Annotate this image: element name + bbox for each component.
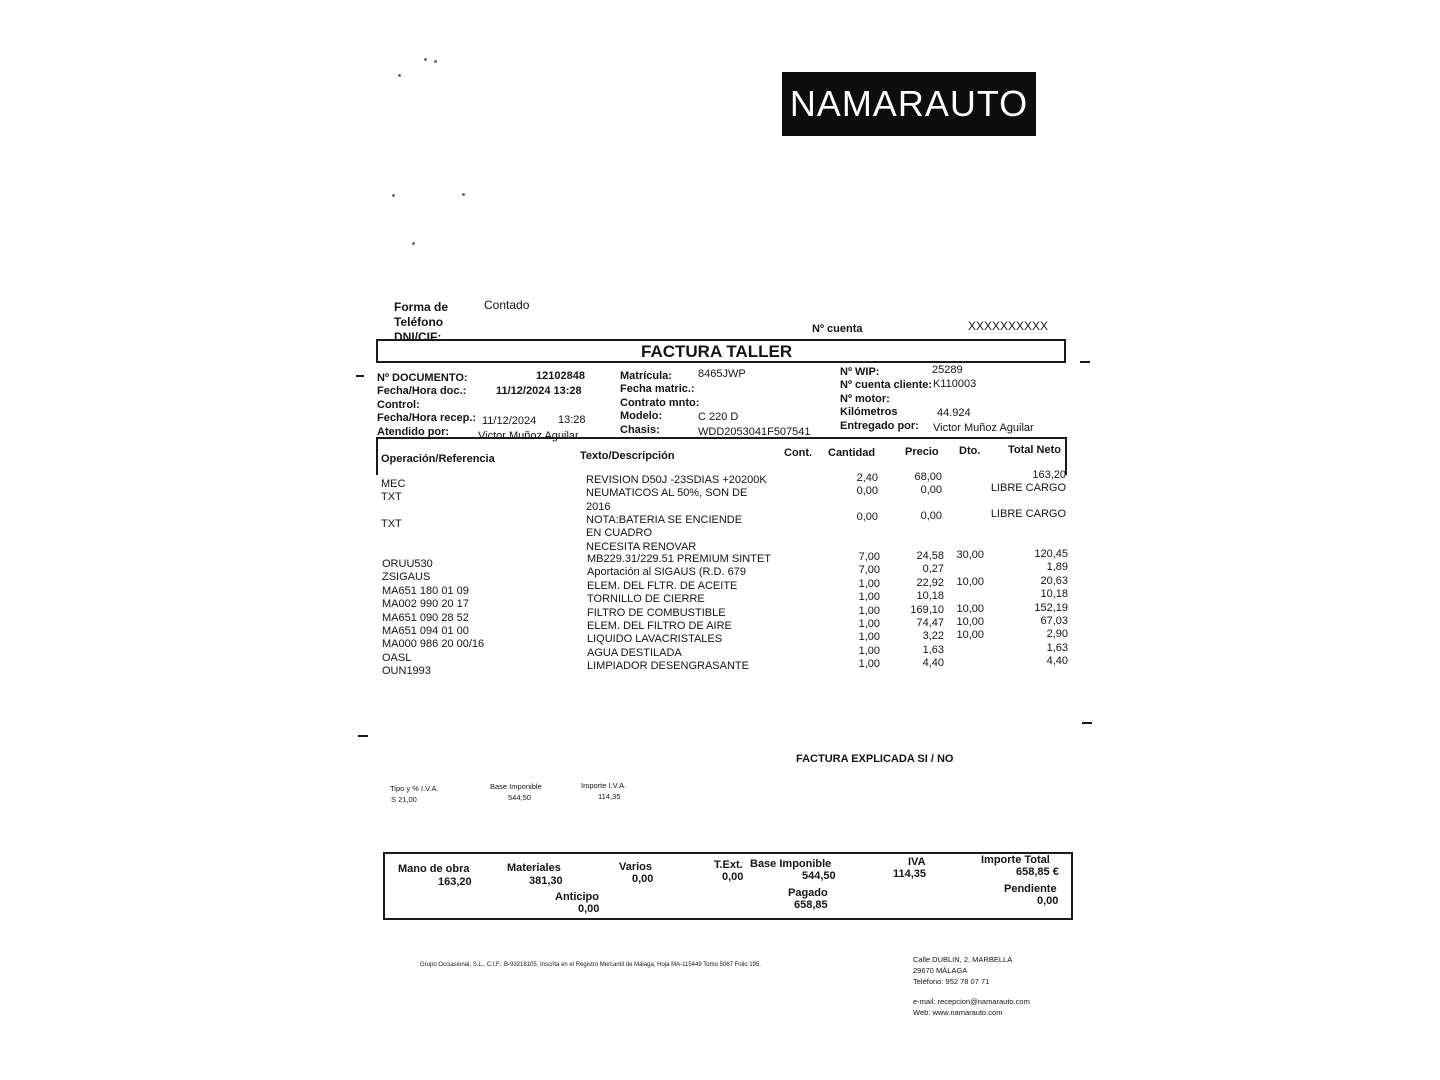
address-line-1: Calle DUBLIN, 2, MARBELLA [913,955,1013,964]
dni-label: DNI/CIF: [394,330,442,344]
price-cell: 10,18 [916,590,944,603]
doc-mid-labels [620,370,699,437]
price-cell: 3,22 [922,630,944,643]
price-cell: 68,00 [914,471,942,483]
namarauto-logo [782,72,1036,136]
total-amount-label: Importe Total [981,854,1050,866]
plate-label: Matrícula: [620,370,672,382]
net-cell: 1,63 [1046,641,1068,654]
vat-type-value: S 21,00 [391,795,417,804]
scan-mark [1080,361,1090,363]
advance-value: 0,00 [578,903,600,915]
net-cell: LIBRE CARGO [990,482,1066,495]
price-cell: 0,00 [920,510,942,522]
quantity-cell: 1,00 [858,591,880,604]
paid-label: Pagado [788,887,828,899]
net-cell: 10,18 [1040,588,1068,601]
price-cell: 22,92 [916,576,944,589]
scan-speck [412,242,415,245]
text-cell: NOTA:BATERIA SE ENCIENDE [586,514,743,526]
price-cell: 169,10 [910,603,944,616]
vat-base-label: Base Imponible [490,782,542,791]
block1-ops [381,478,405,505]
block1-nets [976,469,1066,496]
block1-prices [894,471,942,498]
address-line-2: 29670 MÁLAGA [913,966,968,975]
vat-value: 114,35 [893,868,927,880]
taxable-base-label: Base Imponible [750,858,832,870]
net-cell: 20,63 [1040,574,1068,587]
quantity-cell: 0,00 [856,511,878,523]
scan-speck [392,194,395,197]
discount-cell: 10,00 [956,616,984,629]
scan-speck [424,58,427,61]
col-header-quantity: Cantidad [828,447,876,459]
doc-right-labels [840,366,932,433]
price-cell: 24,58 [916,550,944,562]
net-cell: 152,19 [1034,601,1068,614]
text-cell: ELEM. DEL FILTRO DE AIRE [587,620,732,633]
quantity-cell: 0,00 [856,485,878,498]
labour-label: Mano de obra [398,863,470,875]
doc-number-value: 12102848 [536,370,585,382]
attended-by-value: Victor Muñoz Aguilar [478,430,579,442]
maintenance-contract-label: Contrato mnto: [620,396,700,409]
text-cell: 2016 [586,500,611,513]
quantity-cell: 1,00 [858,644,880,657]
op-cell: OUN1993 [382,665,431,678]
vat-amount-label: Importe I.V.A. [581,781,627,790]
reception-time-value: 13:28 [558,414,586,426]
labour-value: 163,20 [438,876,472,888]
vat-label: IVA [908,856,926,868]
net-cell: 163,20 [1032,469,1066,481]
net-cell: 120,45 [1034,548,1068,560]
scan-speck [434,60,437,63]
chassis-value: WDD2053041F507541 [698,426,811,438]
scan-speck [398,74,401,77]
col-header-price: Precio [905,446,939,458]
client-account-value: K110003 [933,378,977,390]
block3-quantities [832,551,880,672]
discount-cell: 10,00 [956,602,984,615]
doc-left-labels [377,372,476,439]
scan-mark [356,375,364,377]
payment-method-value: Contado [484,298,530,312]
col-header-discount: Dto. [959,445,981,457]
web-line: Web: www.namarauto.com [913,1008,1003,1017]
wip-label: Nº WIP: [840,366,880,378]
net-cell: 1,89 [1046,561,1068,574]
logo-text: NAMARAUTO [789,83,1029,124]
text-cell: FILTRO DE COMBUSTIBLE [587,606,726,619]
phone-line: Teléfono: 952 78 07 71 [913,977,990,986]
doc-number-label: Nº DOCUMENTO: [377,372,468,384]
text-cell: MB229.31/229.51 PREMIUM SINTET [587,553,772,565]
external-text-label: T.Ext. [714,859,743,871]
price-cell: 1,63 [922,643,944,656]
price-cell: 0,27 [922,563,944,576]
text-cell: AGUA DESTILADA [587,646,682,659]
kilometres-label: Kilómetros [840,406,898,419]
op-cell: ORUU530 [382,558,433,570]
op-cell: MA000 986 20 00/16 [382,638,485,651]
discount-cell [944,562,984,575]
quantity-cell: 7,00 [858,564,880,577]
quantity-cell: 1,00 [858,618,880,631]
text-cell: ELEM. DEL FLTR. DE ACEITE [587,579,738,592]
discount-cell: 30,00 [956,549,984,561]
materials-label: Materiales [507,862,561,874]
vat-amount-value: 114,35 [598,792,621,801]
quantity-cell: 1,00 [858,604,880,617]
client-account-label: Nº cuenta cliente: [840,379,933,392]
payment-method-label: Forma de [394,300,449,314]
op-cell: TXT [381,491,402,504]
block3-discounts [944,549,984,643]
net-cell: 2,90 [1046,628,1068,641]
block2-texts [586,514,742,554]
net-cell: LIBRE CARGO [990,508,1066,520]
attended-by-label: Atendido por: [377,425,450,438]
account-label: Nº cuenta [812,323,863,335]
block1-quantities [830,472,878,499]
price-cell: 74,47 [916,617,944,630]
email-line: e-mail: recepcion@namarauto.com [913,997,1030,1006]
block3-ops [382,558,484,679]
wip-value: 25289 [932,364,963,376]
op-cell: MA651 094 01 00 [382,625,469,638]
model-value: C 220 D [698,411,739,423]
scan-mark [1082,722,1092,724]
registration-date-label: Fecha matric.: [620,383,695,396]
pending-value: 0,00 [1037,895,1059,907]
delivered-by-value: Victor Muñoz Aguilar [933,422,1034,434]
discount-cell: 10,00 [956,629,984,642]
net-cell: 4,40 [1046,655,1068,668]
col-header-text: Texto/Descripción [580,450,675,462]
misc-label: Varios [619,861,653,873]
total-amount-value: 658,85 € [1016,866,1059,878]
block3-prices [894,550,944,671]
col-header-operation: Operación/Referencia [381,453,495,465]
pending-label: Pendiente [1004,883,1057,895]
taxable-base-value: 544,50 [802,870,836,882]
reception-date-value: 11/12/2024 [482,415,537,427]
op-cell: MA002 990 20 17 [382,598,469,611]
doc-date-value: 11/12/2024 13:28 [496,385,582,397]
text-cell: REVISION D50J -23SDIAS +20200K [586,474,767,486]
op-cell: MEC [381,478,406,490]
block1-texts [586,474,767,514]
text-cell: NECESITA RENOVAR [586,540,697,553]
account-value: XXXXXXXXXX [968,319,1049,333]
kilometres-value: 44.924 [937,407,971,419]
legal-footer: Grupo Occiasional, S.L., C.I.F.: B-93218105. Inscrita en el Registro Mercantil de Málaga, Hoja MA-115449 Tomo 5067 Folio 195. [420,962,761,968]
op-cell: TXT [381,518,402,530]
op-cell: OASL [382,651,412,664]
discount-cell: 10,00 [956,575,984,588]
price-cell: 4,40 [922,657,944,670]
quantity-cell: 1,00 [858,658,880,671]
model-label: Modelo: [620,410,663,423]
quantity-cell: 7,00 [858,551,880,563]
text-cell: NEUMATICOS AL 50%, SON DE [586,487,748,500]
chassis-label: Chasis: [620,423,660,436]
col-header-net: Total Neto [1008,444,1061,456]
engine-label: Nº motor: [840,392,890,405]
control-label: Control: [377,398,420,411]
vat-type-label: Tipo y % I.V.A. [390,784,439,793]
block3-texts [587,553,771,674]
invoice-title: FACTURA TALLER [641,342,793,361]
price-cell: 0,00 [920,484,942,497]
quantity-cell: 1,00 [858,631,880,644]
text-cell: LIMPIADOR DESENGRASANTE [587,660,749,673]
advance-label: Anticipo [555,891,599,903]
vat-base-value: 544,50 [508,793,531,802]
phone-label: Teléfono [394,315,444,329]
op-cell: MA651 180 01 09 [382,584,469,597]
text-cell: EN CUADRO [586,527,653,540]
text-cell: TORNILLO DE CIERRE [587,593,705,606]
quantity-cell: 2,40 [856,472,878,484]
op-cell: MA651 090 28 52 [382,611,469,624]
external-text-value: 0,00 [722,871,744,883]
plate-value: 8465JWP [698,368,746,380]
scan-mark [358,735,368,737]
op-cell: ZSIGAUS [382,571,431,584]
scan-speck [462,193,465,196]
paid-value: 658,85 [794,899,828,911]
materials-value: 381,30 [529,875,563,887]
col-header-cont: Cont. [784,447,813,459]
delivered-by-label: Entregado por: [840,419,919,432]
invoice-explained: FACTURA EXPLICADA SI / NO [796,753,954,765]
reception-date-label: Fecha/Hora recep.: [377,412,477,425]
quantity-cell: 1,00 [858,577,880,590]
text-cell: Aportación al SIGAUS (R.D. 679 [587,566,746,579]
discount-cell [944,589,984,602]
misc-value: 0,00 [632,873,654,885]
net-cell: 67,03 [1040,615,1068,628]
block3-nets [1000,548,1068,669]
doc-date-label: Fecha/Hora doc.: [377,385,467,398]
text-cell: LIQUIDO LAVACRISTALES [587,633,723,646]
